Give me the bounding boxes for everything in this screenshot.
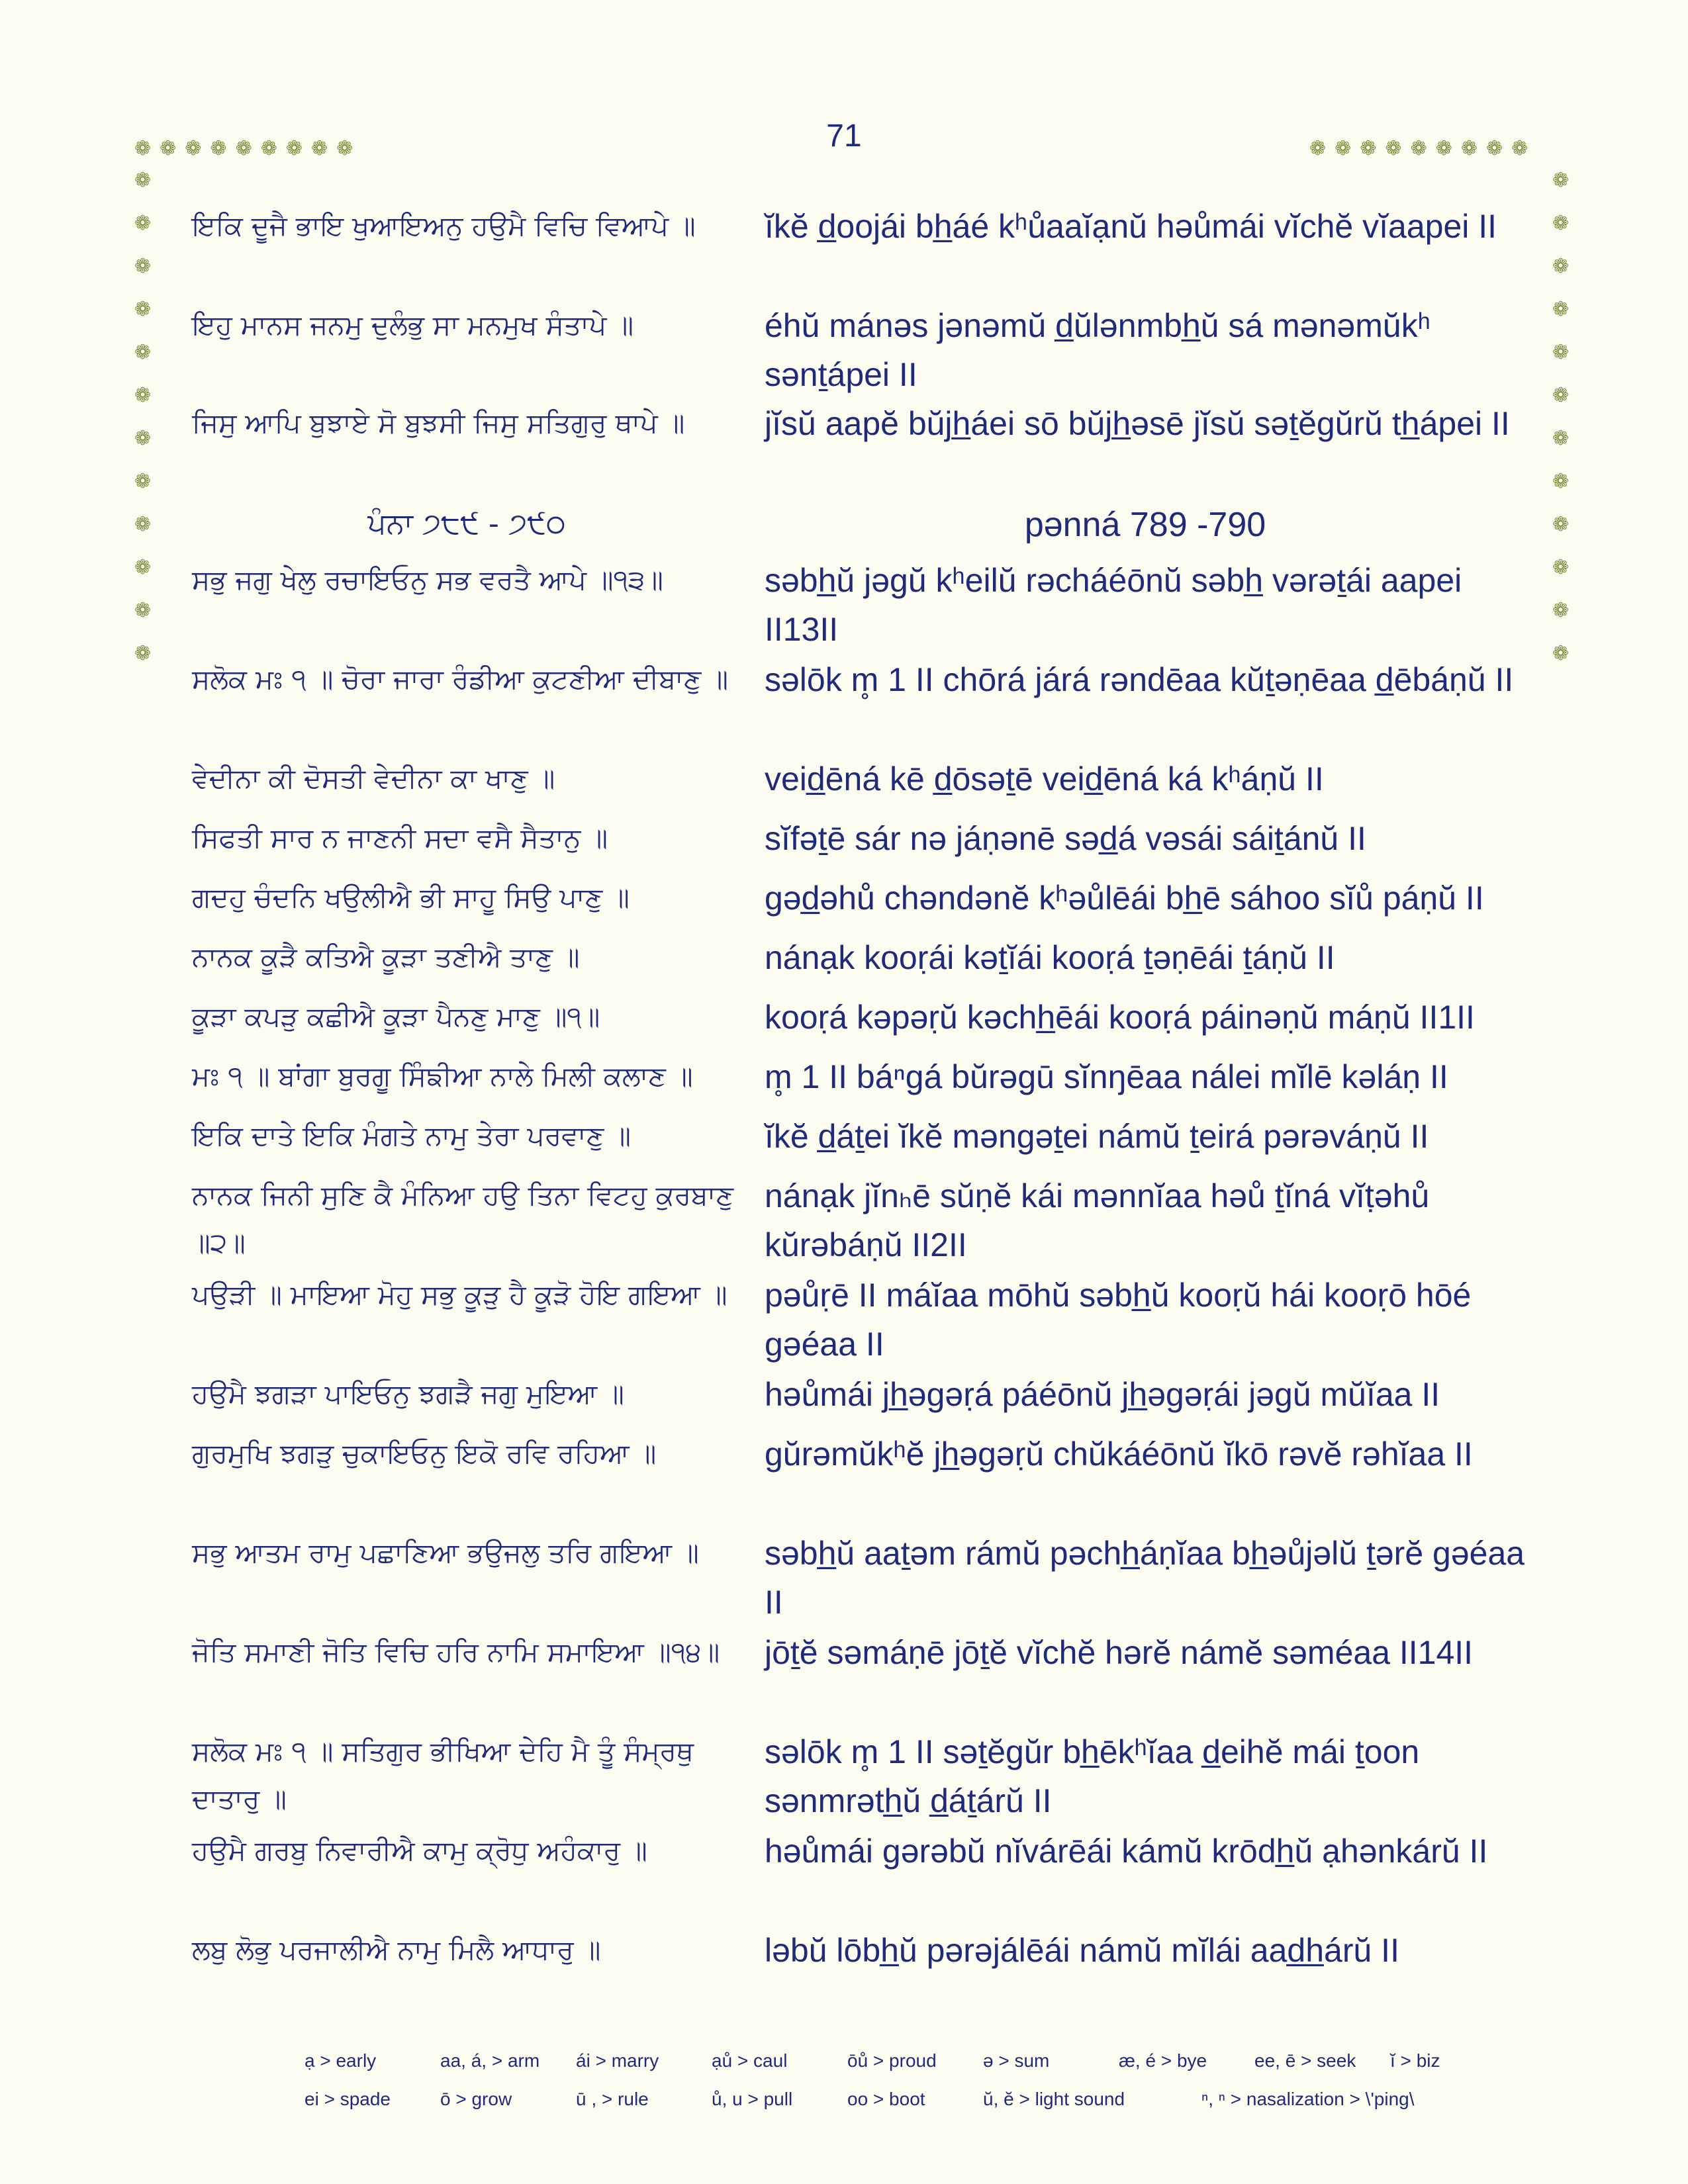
legend-item: ạ > early (305, 2050, 377, 2071)
flower-icon: ❁ (134, 642, 152, 665)
roman-transliteration: səlōk m̥ 1 II səṯĕgŭr bh̲ēkʰĭaa d̲eihĕ mái ṯoon sənmrəth̲ŭ d̲áṯárŭ II (765, 1733, 1420, 1819)
flower-icon: ❁ (1552, 470, 1570, 493)
gurmukhi-line: ਮਃ ੧ ॥ ਬਾਂਗਾ ਬੁਰਗੂ ਸਿੰਙੀਆ ਨਾਲੇ ਮਿਲੀ ਕਲਾਣ ॥ (192, 1060, 693, 1092)
legend-item: ei > spade (305, 2089, 391, 2109)
roman-transliteration: həůmái jh̲əgəṛá páéōnŭ jh̲əgəṛái jəgŭ mŭĭaa II (765, 1376, 1440, 1413)
roman-transliteration: səbh̲ŭ aaṯəm rámŭ pəchh̲áṇĭaa bh̲əůjəlŭ ṯərĕ gəéaa II (765, 1535, 1525, 1621)
legend-item: æ, é > bye (1119, 2050, 1207, 2071)
legend-item: ů, u > pull (712, 2089, 793, 2109)
roman-transliteration: ĭkĕ d̲áṯei ĭkĕ məngəṯei námŭ ṯeirá pərəváṇŭ II (765, 1118, 1429, 1155)
flower-icon: ❁ (1485, 137, 1503, 160)
flower-icon: ❁ (1552, 212, 1570, 235)
page-number: 71 (826, 118, 862, 154)
legend-item: ŭ, ĕ > light sound (983, 2089, 1125, 2109)
gurmukhi-line: ਸਿਫਤੀ ਸਾਰ ਨ ਜਾਣਨੀ ਸਦਾ ਵਸੈ ਸੈਤਾਨੁ ॥ (192, 822, 608, 854)
flower-icon: ❁ (1460, 137, 1477, 160)
gurmukhi-line: ਨਾਨਕ ਕੂੜੈ ਕਤਿਐ ਕੂੜਾ ਤਣੀਐ ਤਾਣੁ ॥ (192, 941, 580, 973)
roman-transliteration: jōṯĕ səmáṇē jōṯĕ vĭchĕ hərĕ námĕ səméaa II14II (765, 1634, 1474, 1671)
flower-icon: ❁ (134, 212, 152, 235)
legend-item: ⁿ, ⁿ > nasalization > \'ping\ (1201, 2089, 1415, 2109)
flower-icon: ❁ (1552, 341, 1570, 364)
gurmukhi-line: ਇਕਿ ਦੂਜੈ ਭਾਇ ਖੁਆਇਅਨੁ ਹਉਮੈ ਵਿਚਿ ਵਿਆਪੇ ॥ (192, 210, 696, 242)
flower-icon: ❁ (235, 137, 252, 160)
gurmukhi-line: ਜੋਤਿ ਸਮਾਣੀ ਜੋਤਿ ਵਿਚਿ ਹਰਿ ਨਾਮਿ ਸਮਾਇਆ ॥੧੪॥ (192, 1636, 720, 1668)
roman-transliteration: nánạk jĭnₕē sŭṇĕ kái mənnĭaa həů ṯĭná vĭṭəhů kŭrəbáṇŭ II2II (765, 1177, 1430, 1263)
flower-icon: ❁ (1552, 513, 1570, 536)
flower-icon: ❁ (160, 137, 177, 160)
legend-item: ōů > proud (847, 2050, 937, 2071)
legend-item: ū , > rule (576, 2089, 649, 2109)
flower-icon: ❁ (134, 298, 152, 321)
flower-icon: ❁ (260, 137, 277, 160)
legend-row (305, 2042, 1549, 2080)
roman-transliteration: ĭkĕ d̲oojái bh̲áé kʰůaaĭạnŭ həůmái vĭchĕ vĭaapei II (765, 208, 1497, 245)
flower-icon: ❁ (1552, 642, 1570, 665)
flower-icon: ❁ (1552, 169, 1570, 192)
roman-transliteration: həůmái gərəbŭ nĭvárēái kámŭ krōdh̲ŭ ạhənkárŭ II (765, 1833, 1488, 1870)
gurmukhi-line: ਗੁਰਮੁਖਿ ਝਗੜੁ ਚੁਕਾਇਓਨੁ ਇਕੋ ਰਵਿ ਰਹਿਆ ॥ (192, 1437, 657, 1469)
roman-transliteration: kooṛá kəpəṛŭ kəchh̲ēái kooṛá páinəṇŭ máṇŭ II1II (765, 999, 1475, 1036)
gurmukhi-line: ਕੂੜਾ ਕਪੜੁ ਕਛੀਐ ਕੂੜਾ ਪੈਨਣੁ ਮਾਣੁ ॥੧॥ (192, 1001, 600, 1032)
gurmukhi-line: ਹਉਮੈ ਝਗੜਾ ਪਾਇਓਨੁ ਝਗੜੈ ਜਗੁ ਮੁਇਆ ॥ (192, 1378, 624, 1410)
flower-icon: ❁ (1435, 137, 1452, 160)
flower-icon: ❁ (134, 137, 152, 160)
gurmukhi-line: ਸਲੋਕ ਮਃ ੧ ॥ ਸਤਿਗੁਰ ਭੀਖਿਆ ਦੇਹਿ ਮੈ ਤੂੰ ਸੰਮ੍ਰਥੁ ਦਾਤਾਰੁ ॥ (192, 1735, 694, 1815)
flower-icon: ❁ (210, 137, 227, 160)
flower-icon: ❁ (1410, 137, 1427, 160)
flower-icon: ❁ (1552, 298, 1570, 321)
roman-transliteration: səlōk m̥ 1 II chōrá járá rəndēaa kŭṯəṇēaa d̲ēbáṇŭ II (765, 661, 1514, 698)
gurmukhi-line: ਇਹੁ ਮਾਨਸ ਜਨਮੁ ਦੁਲੰਭੁ ਸਾ ਮਨਮੁਖ ਸੰਤਾਪੇ ॥ (192, 309, 633, 341)
flower-icon: ❁ (1511, 137, 1528, 160)
gurmukhi-line: ਸਲੋਕ ਮਃ ੧ ॥ ਚੋਰਾ ਜਾਰਾ ਰੰਡੀਆ ਕੁਟਣੀਆ ਦੀਬਾਣੁ ॥ (192, 663, 728, 695)
roman-page-range: pənná 789 -790 (1024, 506, 1266, 544)
flower-icon: ❁ (336, 137, 353, 160)
roman-transliteration: ləbŭ lōbh̲ŭ pərəjálēái námŭ mĭlái aad̲h̲árŭ II (765, 1932, 1399, 1969)
gurmukhi-line: ਵੇਦੀਨਾ ਕੀ ਦੋਸਤੀ ਵੇਦੀਨਾ ਕਾ ਖਾਣੁ ॥ (192, 762, 555, 794)
flower-icon: ❁ (285, 137, 303, 160)
gurmukhi-line: ਸਭੁ ਜਗੁ ਖੇਲੁ ਰਚਾਇਓਨੁ ਸਭ ਵਰਤੈ ਆਪੇ ॥੧੩॥ (192, 564, 663, 596)
roman-transliteration: éhŭ mánəs jənəmŭ d̲ŭlənmbh̲ŭ sá mənəmŭkʰ sənṯápei II (765, 307, 1430, 393)
flower-icon: ❁ (1385, 137, 1402, 160)
roman-transliteration: səbh̲ŭ jəgŭ kʰeilŭ rəcháéōnŭ səbh̲ vərəṯái aapei II13II (765, 562, 1462, 648)
legend-item: ái > marry (576, 2050, 659, 2071)
flower-icon: ❁ (134, 470, 152, 493)
flower-icon: ❁ (134, 556, 152, 579)
roman-transliteration: nánạk kooṛái kəṯĭái kooṛá ṯəṇēái ṯáṇŭ II (765, 939, 1335, 976)
flower-icon: ❁ (1552, 556, 1570, 579)
flower-icon: ❁ (134, 255, 152, 278)
roman-transliteration: veid̲ēná kē d̲ōsəṯē veid̲ēná ká kʰáṇŭ II (765, 760, 1324, 797)
roman-transliteration: m̥ 1 II báⁿgá bŭrəgū sĭnŋēaa nálei mĭlē kəláṇ II (765, 1058, 1448, 1095)
gurmukhi-line: ਲਬੁ ਲੋਭੁ ਪਰਜਾਲੀਐ ਨਾਮੁ ਮਿਲੈ ਆਧਾਰੁ ॥ (192, 1934, 601, 1966)
flower-icon: ❁ (134, 169, 152, 192)
pronunciation-legend (305, 2042, 1549, 2118)
flower-icon: ❁ (1552, 427, 1570, 450)
flower-icon: ❁ (1360, 137, 1377, 160)
legend-item: ō > grow (440, 2089, 512, 2109)
legend-item: oo > boot (847, 2089, 925, 2109)
gurmukhi-line: ਸਭੁ ਆਤਮ ਰਾਮੁ ਪਛਾਣਿਆ ਭਉਜਲੁ ਤਰਿ ਗਇਆ ॥ (192, 1537, 699, 1569)
legend-item: ạů > caul (712, 2050, 788, 2071)
flower-icon: ❁ (1552, 384, 1570, 407)
flower-icon: ❁ (134, 341, 152, 364)
flower-icon: ❁ (134, 599, 152, 622)
gurmukhi-line: ਜਿਸੁ ਆਪਿ ਬੁਝਾਏ ਸੋ ਬੁਝਸੀ ਜਿਸੁ ਸਤਿਗੁਰੁ ਥਾਪੇ ॥ (192, 407, 685, 439)
legend-item: ĭ > biz (1390, 2050, 1440, 2071)
legend-row (305, 2080, 1549, 2118)
flower-icon: ❁ (310, 137, 328, 160)
roman-transliteration: jĭsŭ aapĕ bŭjh̲áei sō bŭjh̲əsē jĭsŭ səṯĕgŭrŭ th̲ápei II (765, 405, 1510, 442)
legend-item: aa, á, > arm (440, 2050, 540, 2071)
gurmukhi-line: ਪਉੜੀ ॥ ਮਾਇਆ ਮੋਹੁ ਸਭੁ ਕੂੜੁ ਹੈ ਕੂੜੋ ਹੋਇ ਗਇਆ ॥ (192, 1279, 727, 1310)
legend-item: ə > sum (983, 2050, 1050, 2071)
gurmukhi-line: ਗਦਹੁ ਚੰਦਨਿ ਖਉਲੀਐ ਭੀ ਸਾਹੂ ਸਿਉ ਪਾਣੁ ॥ (192, 882, 630, 913)
gurmukhi-line: ਨਾਨਕ ਜਿਨੀ ਸੁਣਿ ਕੈ ਮੰਨਿਆ ਹਉ ਤਿਨਾ ਵਿਟਹੁ ਕੁਰਬਾਣੁ ॥੨॥ (192, 1179, 734, 1259)
flower-icon: ❁ (1309, 137, 1327, 160)
roman-transliteration: gəd̲əhů chəndənĕ kʰəůlēái bh̲ē sáhoo sĭů páṇŭ II (765, 880, 1484, 917)
gurmukhi-line: ਹਉਮੈ ਗਰਬੁ ਨਿਵਾਰੀਐ ਕਾਮੁ ਕ੍ਰੋਧੁ ਅਹੰਕਾਰੁ ॥ (192, 1835, 647, 1866)
roman-transliteration: sĭfəṯē sár nə jáṇənē səd̲á vəsái sáiṯánŭ II (765, 820, 1366, 857)
flower-icon: ❁ (1552, 599, 1570, 622)
flower-icon: ❁ (1335, 137, 1352, 160)
gurmukhi-page-range: ਪੰਨਾ ੭੮੯ - ੭੯੦ (367, 507, 566, 541)
flower-icon: ❁ (1552, 255, 1570, 278)
flower-icon: ❁ (134, 513, 152, 536)
gurmukhi-line: ਇਕਿ ਦਾਤੇ ਇਕਿ ਮੰਗਤੇ ਨਾਮੁ ਤੇਰਾ ਪਰਵਾਣੁ ॥ (192, 1120, 631, 1152)
flower-icon: ❁ (134, 384, 152, 407)
flower-icon: ❁ (134, 427, 152, 450)
legend-item: ee, ē > seek (1254, 2050, 1356, 2071)
flower-icon: ❁ (185, 137, 202, 160)
roman-transliteration: pəůṛē II máĭaa mōhŭ səbh̲ŭ kooṛŭ hái kooṛō hōé gəéaa II (765, 1277, 1472, 1363)
roman-transliteration: gŭrəmŭkʰĕ jh̲əgəṛŭ chŭkáéōnŭ ĭkō rəvĕ rəhĭaa II (765, 1435, 1473, 1473)
